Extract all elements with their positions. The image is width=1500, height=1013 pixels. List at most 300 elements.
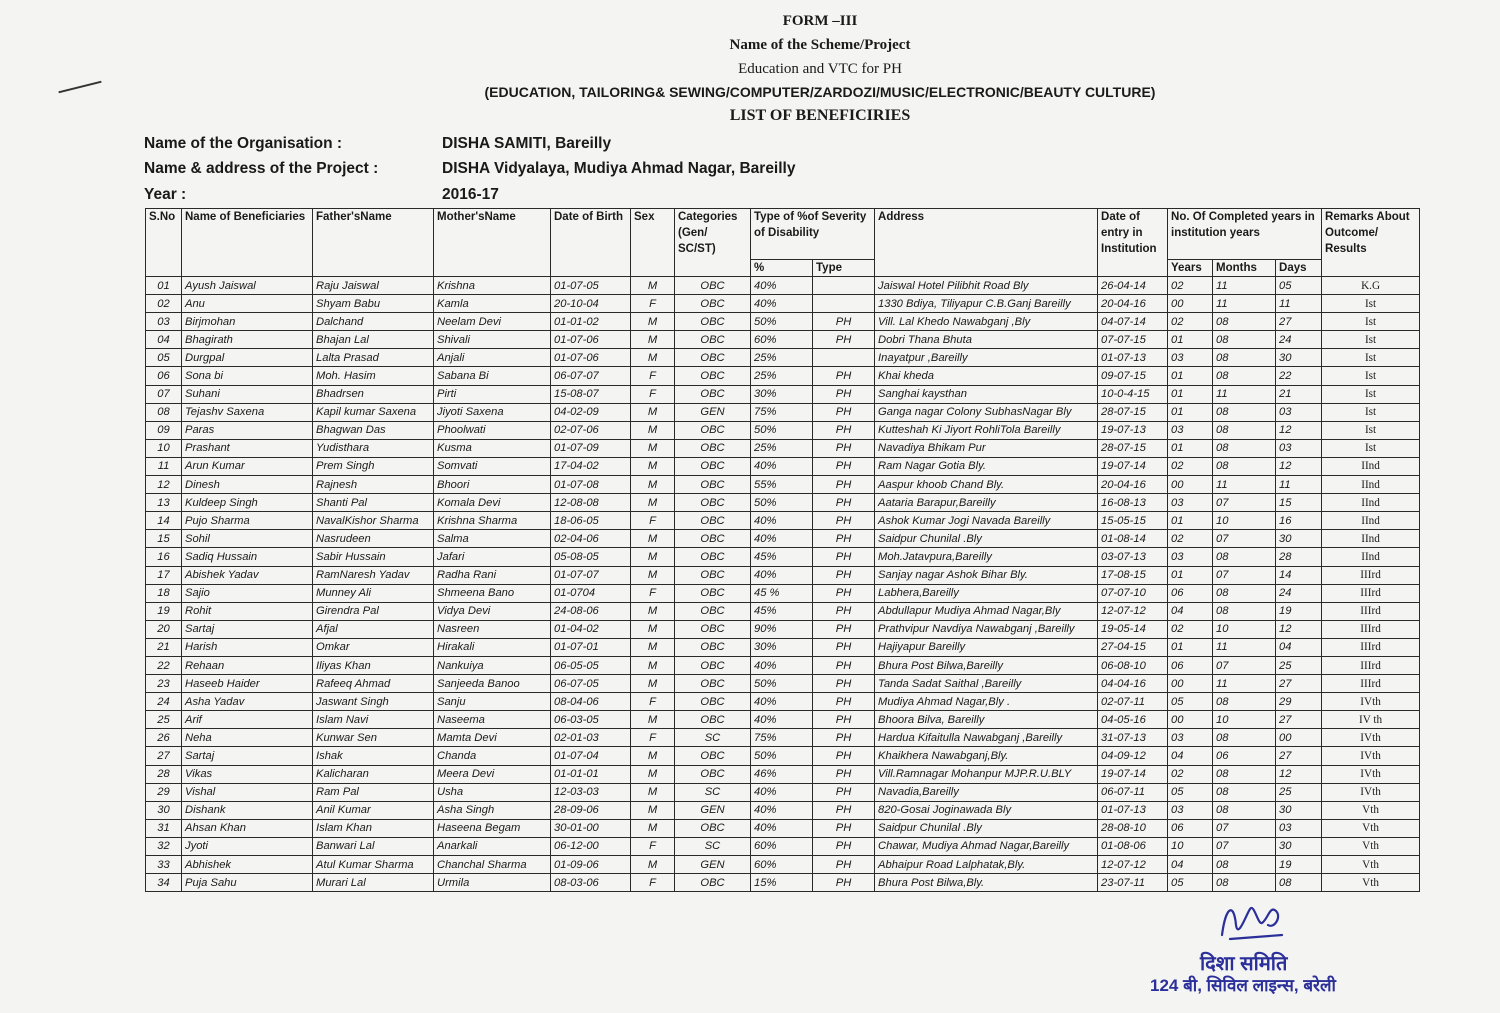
cell-years: 05 bbox=[1168, 693, 1213, 711]
cell-dob: 05-08-05 bbox=[551, 548, 631, 566]
cell-father: Kalicharan bbox=[313, 765, 434, 783]
cell-type: PH bbox=[813, 421, 875, 439]
cell-remarks: Vth bbox=[1322, 837, 1420, 855]
cell-days: 12 bbox=[1276, 765, 1322, 783]
cell-months: 08 bbox=[1213, 367, 1276, 385]
cell-mother: Kamla bbox=[434, 295, 551, 313]
cell-sex: M bbox=[631, 783, 675, 801]
cell-entry: 04-09-12 bbox=[1098, 747, 1168, 765]
cell-mother: Shmeena Bano bbox=[434, 584, 551, 602]
cell-dob: 02-04-06 bbox=[551, 530, 631, 548]
col-sex: Sex bbox=[631, 209, 675, 277]
cell-type: PH bbox=[813, 729, 875, 747]
cell-category: SC bbox=[675, 729, 751, 747]
cell-address: Ram Nagar Gotia Bly. bbox=[875, 457, 1098, 475]
table-row bbox=[146, 729, 1420, 747]
cell-years: 01 bbox=[1168, 566, 1213, 584]
table-row bbox=[146, 566, 1420, 584]
cell-sex: M bbox=[631, 620, 675, 638]
cell-days: 25 bbox=[1276, 656, 1322, 674]
cell-days: 30 bbox=[1276, 530, 1322, 548]
col-sno: S.No bbox=[146, 209, 182, 277]
cell-sex: M bbox=[631, 494, 675, 512]
table-row bbox=[146, 439, 1420, 457]
col-mother: Mother'sName bbox=[434, 209, 551, 277]
cell-months: 10 bbox=[1213, 620, 1276, 638]
cell-sex: M bbox=[631, 765, 675, 783]
cell-dob: 28-09-06 bbox=[551, 801, 631, 819]
cell-remarks: IV th bbox=[1322, 711, 1420, 729]
stamp-line-1: दिशा समिति bbox=[1200, 953, 1288, 975]
cell-pct: 90% bbox=[751, 620, 813, 638]
cell-category: OBC bbox=[675, 349, 751, 367]
cell-entry: 16-08-13 bbox=[1098, 494, 1168, 512]
cell-dob: 18-06-05 bbox=[551, 512, 631, 530]
cell-category: OBC bbox=[675, 874, 751, 892]
cell-months: 08 bbox=[1213, 874, 1276, 892]
cell-sno: 05 bbox=[146, 349, 182, 367]
cell-address: Saidpur Chunilal .Bly bbox=[875, 530, 1098, 548]
cell-mother: Pirti bbox=[434, 385, 551, 403]
table-row bbox=[146, 385, 1420, 403]
cell-mother: Salma bbox=[434, 530, 551, 548]
cell-months: 11 bbox=[1213, 295, 1276, 313]
table-row bbox=[146, 783, 1420, 801]
cell-years: 00 bbox=[1168, 711, 1213, 729]
cell-entry: 04-07-14 bbox=[1098, 313, 1168, 331]
cell-sex: M bbox=[631, 801, 675, 819]
cell-entry: 12-07-12 bbox=[1098, 856, 1168, 874]
col-completed: No. Of Completed years in institution years bbox=[1168, 209, 1322, 260]
cell-sex: M bbox=[631, 602, 675, 620]
cell-type: PH bbox=[813, 331, 875, 349]
cell-category: GEN bbox=[675, 801, 751, 819]
cell-category: OBC bbox=[675, 693, 751, 711]
cell-years: 01 bbox=[1168, 638, 1213, 656]
cell-sex: M bbox=[631, 548, 675, 566]
cell-name: Arun Kumar bbox=[182, 457, 313, 475]
cell-type: PH bbox=[813, 548, 875, 566]
cell-remarks: IVth bbox=[1322, 747, 1420, 765]
col-category: Categories (Gen/ SC/ST) bbox=[675, 209, 751, 277]
cell-category: OBC bbox=[675, 385, 751, 403]
cell-days: 27 bbox=[1276, 313, 1322, 331]
cell-days: 19 bbox=[1276, 856, 1322, 874]
cell-months: 08 bbox=[1213, 783, 1276, 801]
cell-father: Lalta Prasad bbox=[313, 349, 434, 367]
cell-dob: 01-09-06 bbox=[551, 856, 631, 874]
cell-months: 08 bbox=[1213, 602, 1276, 620]
cell-dob: 01-0704 bbox=[551, 584, 631, 602]
cell-days: 30 bbox=[1276, 349, 1322, 367]
cell-father: Shanti Pal bbox=[313, 494, 434, 512]
cell-pct: 40% bbox=[751, 512, 813, 530]
cell-days: 24 bbox=[1276, 584, 1322, 602]
cell-days: 22 bbox=[1276, 367, 1322, 385]
table-row bbox=[146, 711, 1420, 729]
cell-address: Bhura Post Bilwa,Bly. bbox=[875, 874, 1098, 892]
cell-dob: 12-03-03 bbox=[551, 783, 631, 801]
project-label: Name & address of the Project : bbox=[144, 160, 379, 177]
cell-father: Yudisthara bbox=[313, 439, 434, 457]
cell-remarks: Vth bbox=[1322, 801, 1420, 819]
col-father: Father'sName bbox=[313, 209, 434, 277]
col-type: Type bbox=[813, 260, 875, 277]
cell-dob: 01-07-05 bbox=[551, 277, 631, 295]
cell-category: SC bbox=[675, 837, 751, 855]
cell-name: Rohit bbox=[182, 602, 313, 620]
cell-sno: 32 bbox=[146, 837, 182, 855]
cell-years: 06 bbox=[1168, 656, 1213, 674]
cell-name: Paras bbox=[182, 421, 313, 439]
cell-father: Rajnesh bbox=[313, 476, 434, 494]
cell-type: PH bbox=[813, 439, 875, 457]
cell-address: Abdullapur Mudiya Ahmad Nagar,Bly bbox=[875, 602, 1098, 620]
cell-months: 11 bbox=[1213, 277, 1276, 295]
col-dob: Date of Birth bbox=[551, 209, 631, 277]
cell-pct: 40% bbox=[751, 693, 813, 711]
cell-dob: 20-10-04 bbox=[551, 295, 631, 313]
cell-years: 03 bbox=[1168, 801, 1213, 819]
cell-mother: Radha Rani bbox=[434, 566, 551, 584]
cell-pct: 75% bbox=[751, 729, 813, 747]
cell-category: OBC bbox=[675, 277, 751, 295]
stamp-line-2: 124 बी, सिविल लाइन्स, बरेली bbox=[1150, 976, 1336, 995]
beneficiaries-table bbox=[145, 208, 1420, 892]
cell-category: OBC bbox=[675, 457, 751, 475]
cell-dob: 17-04-02 bbox=[551, 457, 631, 475]
course-list: (EDUCATION, TAILORING& SEWING/COMPUTER/ZARDOZI/MUSIC/ELECTRONIC/BEAUTY CULTURE) bbox=[484, 84, 1156, 100]
cell-pct: 40% bbox=[751, 819, 813, 837]
cell-dob: 01-07-06 bbox=[551, 349, 631, 367]
cell-pct: 30% bbox=[751, 638, 813, 656]
cell-entry: 26-04-14 bbox=[1098, 277, 1168, 295]
table-row bbox=[146, 494, 1420, 512]
cell-sno: 23 bbox=[146, 675, 182, 693]
cell-type: PH bbox=[813, 675, 875, 693]
cell-address: Mudiya Ahmad Nagar,Bly . bbox=[875, 693, 1098, 711]
cell-type: PH bbox=[813, 476, 875, 494]
cell-years: 02 bbox=[1168, 313, 1213, 331]
cell-years: 02 bbox=[1168, 457, 1213, 475]
cell-years: 01 bbox=[1168, 403, 1213, 421]
cell-pct: 40% bbox=[751, 530, 813, 548]
cell-remarks: IIIrd bbox=[1322, 638, 1420, 656]
cell-pct: 75% bbox=[751, 403, 813, 421]
cell-father: Anil Kumar bbox=[313, 801, 434, 819]
cell-sno: 10 bbox=[146, 439, 182, 457]
cell-days: 03 bbox=[1276, 403, 1322, 421]
table-row bbox=[146, 765, 1420, 783]
cell-entry: 19-07-14 bbox=[1098, 765, 1168, 783]
cell-dob: 30-01-00 bbox=[551, 819, 631, 837]
cell-pct: 50% bbox=[751, 313, 813, 331]
cell-months: 08 bbox=[1213, 349, 1276, 367]
cell-name: Sajio bbox=[182, 584, 313, 602]
cell-months: 08 bbox=[1213, 801, 1276, 819]
cell-type: PH bbox=[813, 584, 875, 602]
cell-sno: 22 bbox=[146, 656, 182, 674]
cell-dob: 01-07-04 bbox=[551, 747, 631, 765]
cell-mother: Anjali bbox=[434, 349, 551, 367]
cell-years: 02 bbox=[1168, 277, 1213, 295]
cell-sex: M bbox=[631, 747, 675, 765]
cell-sno: 15 bbox=[146, 530, 182, 548]
table-row bbox=[146, 801, 1420, 819]
cell-type bbox=[813, 349, 875, 367]
cell-remarks: IVth bbox=[1322, 729, 1420, 747]
cell-days: 11 bbox=[1276, 476, 1322, 494]
cell-years: 04 bbox=[1168, 856, 1213, 874]
list-title: LIST OF BENEFICIRIES bbox=[729, 107, 911, 124]
cell-sex: F bbox=[631, 693, 675, 711]
cell-days: 00 bbox=[1276, 729, 1322, 747]
cell-remarks: IInd bbox=[1322, 548, 1420, 566]
cell-entry: 03-07-13 bbox=[1098, 548, 1168, 566]
cell-days: 28 bbox=[1276, 548, 1322, 566]
cell-name: Puja Sahu bbox=[182, 874, 313, 892]
cell-sno: 06 bbox=[146, 367, 182, 385]
cell-type: PH bbox=[813, 494, 875, 512]
cell-address: Dobri Thana Bhuta bbox=[875, 331, 1098, 349]
cell-category: SC bbox=[675, 783, 751, 801]
cell-entry: 20-04-16 bbox=[1098, 295, 1168, 313]
cell-address: Hajiyapur Bareilly bbox=[875, 638, 1098, 656]
cell-months: 07 bbox=[1213, 566, 1276, 584]
cell-dob: 01-07-09 bbox=[551, 439, 631, 457]
cell-days: 03 bbox=[1276, 439, 1322, 457]
organisation-value: DISHA SAMITI, Bareilly bbox=[442, 135, 612, 152]
cell-months: 08 bbox=[1213, 439, 1276, 457]
table-row bbox=[146, 476, 1420, 494]
cell-months: 07 bbox=[1213, 819, 1276, 837]
cell-mother: Sanjeeda Banoo bbox=[434, 675, 551, 693]
table-row bbox=[146, 403, 1420, 421]
cell-remarks: IIIrd bbox=[1322, 656, 1420, 674]
table-row bbox=[146, 856, 1420, 874]
cell-name: Abishek Yadav bbox=[182, 566, 313, 584]
cell-sex: M bbox=[631, 349, 675, 367]
cell-type: PH bbox=[813, 566, 875, 584]
cell-months: 06 bbox=[1213, 747, 1276, 765]
cell-name: Vikas bbox=[182, 765, 313, 783]
cell-name: Kuldeep Singh bbox=[182, 494, 313, 512]
cell-months: 08 bbox=[1213, 403, 1276, 421]
cell-months: 07 bbox=[1213, 530, 1276, 548]
cell-months: 08 bbox=[1213, 421, 1276, 439]
cell-sex: F bbox=[631, 584, 675, 602]
cell-category: OBC bbox=[675, 367, 751, 385]
cell-type: PH bbox=[813, 620, 875, 638]
cell-category: OBC bbox=[675, 566, 751, 584]
cell-address: Inayatpur ,Bareilly bbox=[875, 349, 1098, 367]
cell-dob: 01-04-02 bbox=[551, 620, 631, 638]
cell-mother: Neelam Devi bbox=[434, 313, 551, 331]
cell-entry: 28-07-15 bbox=[1098, 403, 1168, 421]
cell-mother: Krishna bbox=[434, 277, 551, 295]
cell-entry: 07-07-15 bbox=[1098, 331, 1168, 349]
col-address: Address bbox=[875, 209, 1098, 277]
cell-father: Banwari Lal bbox=[313, 837, 434, 855]
cell-remarks: IIIrd bbox=[1322, 620, 1420, 638]
project-value: DISHA Vidyalaya, Mudiya Ahmad Nagar, Bareilly bbox=[442, 160, 796, 177]
table-row bbox=[146, 295, 1420, 313]
cell-days: 25 bbox=[1276, 783, 1322, 801]
cell-days: 14 bbox=[1276, 566, 1322, 584]
cell-type: PH bbox=[813, 801, 875, 819]
cell-months: 10 bbox=[1213, 711, 1276, 729]
cell-category: OBC bbox=[675, 620, 751, 638]
cell-sex: M bbox=[631, 421, 675, 439]
cell-remarks: IInd bbox=[1322, 457, 1420, 475]
cell-name: Suhani bbox=[182, 385, 313, 403]
cell-name: Asha Yadav bbox=[182, 693, 313, 711]
cell-sno: 25 bbox=[146, 711, 182, 729]
col-months: Months bbox=[1213, 260, 1276, 277]
cell-name: Haseeb Haider bbox=[182, 675, 313, 693]
cell-dob: 06-05-05 bbox=[551, 656, 631, 674]
cell-name: Bhagirath bbox=[182, 331, 313, 349]
cell-address: Navadiya Bhikam Pur bbox=[875, 439, 1098, 457]
cell-mother: Jiyoti Saxena bbox=[434, 403, 551, 421]
cell-father: Rafeeq Ahmad bbox=[313, 675, 434, 693]
cell-father: Bhadrsen bbox=[313, 385, 434, 403]
cell-sno: 13 bbox=[146, 494, 182, 512]
cell-address: Tanda Sadat Saithal ,Bareilly bbox=[875, 675, 1098, 693]
table-row bbox=[146, 874, 1420, 892]
table-row bbox=[146, 421, 1420, 439]
cell-sex: M bbox=[631, 277, 675, 295]
cell-dob: 04-02-09 bbox=[551, 403, 631, 421]
cell-entry: 01-08-06 bbox=[1098, 837, 1168, 855]
cell-name: Birjmohan bbox=[182, 313, 313, 331]
cell-pct: 60% bbox=[751, 856, 813, 874]
cell-type: PH bbox=[813, 367, 875, 385]
cell-mother: Hirakali bbox=[434, 638, 551, 656]
cell-months: 08 bbox=[1213, 313, 1276, 331]
cell-mother: Komala Devi bbox=[434, 494, 551, 512]
table-row bbox=[146, 747, 1420, 765]
table-row bbox=[146, 620, 1420, 638]
cell-dob: 01-01-02 bbox=[551, 313, 631, 331]
cell-years: 03 bbox=[1168, 548, 1213, 566]
cell-years: 05 bbox=[1168, 874, 1213, 892]
cell-pct: 60% bbox=[751, 331, 813, 349]
cell-name: Sartaj bbox=[182, 620, 313, 638]
cell-remarks: IInd bbox=[1322, 530, 1420, 548]
cell-years: 03 bbox=[1168, 349, 1213, 367]
cell-name: Prashant bbox=[182, 439, 313, 457]
cell-pct: 60% bbox=[751, 837, 813, 855]
table-row bbox=[146, 367, 1420, 385]
cell-category: OBC bbox=[675, 819, 751, 837]
table-row bbox=[146, 331, 1420, 349]
cell-mother: Somvati bbox=[434, 457, 551, 475]
cell-months: 11 bbox=[1213, 638, 1276, 656]
table-row bbox=[146, 530, 1420, 548]
cell-father: Murari Lal bbox=[313, 874, 434, 892]
cell-days: 24 bbox=[1276, 331, 1322, 349]
table-row bbox=[146, 602, 1420, 620]
cell-sex: F bbox=[631, 367, 675, 385]
table-row bbox=[146, 548, 1420, 566]
cell-entry: 15-05-15 bbox=[1098, 512, 1168, 530]
cell-name: Anu bbox=[182, 295, 313, 313]
cell-category: OBC bbox=[675, 512, 751, 530]
cell-remarks: Ist bbox=[1322, 313, 1420, 331]
cell-entry: 28-07-15 bbox=[1098, 439, 1168, 457]
cell-mother: Shivali bbox=[434, 331, 551, 349]
cell-sex: F bbox=[631, 512, 675, 530]
cell-days: 12 bbox=[1276, 457, 1322, 475]
cell-sno: 11 bbox=[146, 457, 182, 475]
table-row bbox=[146, 277, 1420, 295]
cell-years: 02 bbox=[1168, 765, 1213, 783]
cell-days: 12 bbox=[1276, 620, 1322, 638]
cell-sno: 21 bbox=[146, 638, 182, 656]
cell-father: Nasrudeen bbox=[313, 530, 434, 548]
cell-pct: 40% bbox=[751, 783, 813, 801]
cell-father: Iliyas Khan bbox=[313, 656, 434, 674]
cell-address: Khai kheda bbox=[875, 367, 1098, 385]
cell-address: Ashok Kumar Jogi Navada Bareilly bbox=[875, 512, 1098, 530]
cell-address: Chawar, Mudiya Ahmad Nagar,Bareilly bbox=[875, 837, 1098, 855]
cell-entry: 20-04-16 bbox=[1098, 476, 1168, 494]
cell-sex: M bbox=[631, 457, 675, 475]
cell-remarks: Ist bbox=[1322, 403, 1420, 421]
cell-category: OBC bbox=[675, 638, 751, 656]
cell-years: 02 bbox=[1168, 530, 1213, 548]
cell-address: Abhaipur Road Lalphatak,Bly. bbox=[875, 856, 1098, 874]
cell-remarks: Ist bbox=[1322, 331, 1420, 349]
cell-months: 07 bbox=[1213, 656, 1276, 674]
cell-pct: 40% bbox=[751, 457, 813, 475]
cell-category: OBC bbox=[675, 295, 751, 313]
cell-sno: 27 bbox=[146, 747, 182, 765]
cell-category: OBC bbox=[675, 421, 751, 439]
table-row bbox=[146, 837, 1420, 855]
signature-stamp bbox=[1150, 895, 1380, 1000]
cell-entry: 31-07-13 bbox=[1098, 729, 1168, 747]
cell-mother: Naseema bbox=[434, 711, 551, 729]
cell-entry: 09-07-15 bbox=[1098, 367, 1168, 385]
cell-name: Sona bi bbox=[182, 367, 313, 385]
cell-name: Dinesh bbox=[182, 476, 313, 494]
cell-months: 08 bbox=[1213, 856, 1276, 874]
cell-entry: 02-07-11 bbox=[1098, 693, 1168, 711]
cell-remarks: IIIrd bbox=[1322, 566, 1420, 584]
cell-address: Vill. Lal Khedo Nawabganj ,Bly bbox=[875, 313, 1098, 331]
cell-years: 10 bbox=[1168, 837, 1213, 855]
cell-pct: 50% bbox=[751, 675, 813, 693]
cell-remarks: IInd bbox=[1322, 494, 1420, 512]
cell-days: 11 bbox=[1276, 295, 1322, 313]
cell-sno: 01 bbox=[146, 277, 182, 295]
cell-type: PH bbox=[813, 747, 875, 765]
cell-sex: M bbox=[631, 331, 675, 349]
cell-address: Jaiswal Hotel Pilibhit Road Bly bbox=[875, 277, 1098, 295]
cell-sno: 04 bbox=[146, 331, 182, 349]
cell-name: Ahsan Khan bbox=[182, 819, 313, 837]
cell-type: PH bbox=[813, 693, 875, 711]
col-name: Name of Beneficiaries bbox=[182, 209, 313, 277]
cell-category: OBC bbox=[675, 476, 751, 494]
cell-years: 03 bbox=[1168, 729, 1213, 747]
cell-months: 08 bbox=[1213, 331, 1276, 349]
cell-father: Islam Navi bbox=[313, 711, 434, 729]
cell-category: OBC bbox=[675, 439, 751, 457]
cell-pct: 55% bbox=[751, 476, 813, 494]
